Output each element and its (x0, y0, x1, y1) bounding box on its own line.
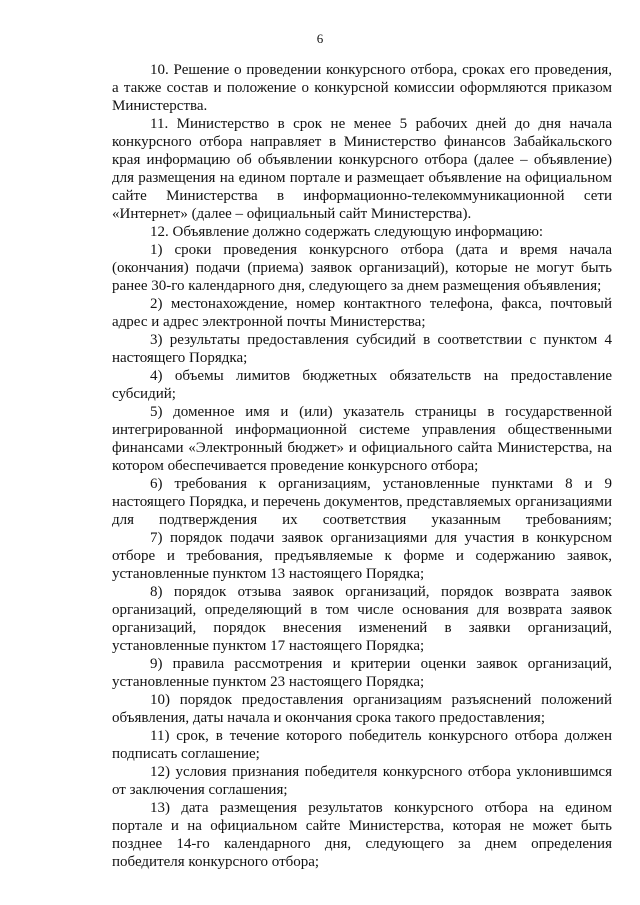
list-item-10: 10) порядок предоставления организациям разъяснений положений объявления, даты начала и окончания срока такого предоставления; (112, 692, 612, 726)
list-item-7: 7) порядок подачи заявок организациями для участия в конкурсном отборе и требования, предъявляемые к форме и содержанию заявок, установленные пунктом 13 настоящего Порядка; (112, 530, 612, 582)
list-item-6: 6) требования к организациям, установленные пунктами 8 и 9 настоящего Порядка, и перечень документов, представляемых организациями для подтверждения их соответствия указанным требованиям; (112, 476, 612, 528)
list-item-5: 5) доменное имя и (или) указатель страницы в государственной интегрированной информационной системе управления общественными финансами «Электронный бюджет» и официального сайта Министерства, на котором обеспечивается проведение конкурсного отбора; (112, 404, 612, 474)
list-item-11: 11) срок, в течение которого победитель конкурсного отбора должен подписать соглашение; (112, 728, 612, 762)
list-item-9: 9) правила рассмотрения и критерии оценки заявок организаций, установленные пунктом 23 настоящего Порядка; (112, 656, 612, 690)
list-item-13: 13) дата размещения результатов конкурсного отбора на едином портале и на официальном сайте Министерства, которая не может быть позднее 14-го календарного дня, следующего за днем определения победителя конкурсного отбора; (112, 800, 612, 870)
list-item-1: 1) сроки проведения конкурсного отбора (дата и время начала (окончания) подачи (приема) заявок организаций), которые не могут быть ранее 30-го календарного дня, следующего за днем размещения объявления; (112, 242, 612, 294)
list-item-12: 12) условия признания победителя конкурсного отбора уклонившимся от заключения соглашения; (112, 764, 612, 798)
list-item-3: 3) результаты предоставления субсидий в соответствии с пунктом 4 настоящего Порядка; (112, 332, 612, 366)
list-item-8: 8) порядок отзыва заявок организаций, порядок возврата заявок организаций, определяющий в том числе основания для возврата заявок организаций, порядок внесения изменений в заявки организаций, установленные пунктом 17 настоящего Порядка; (112, 584, 612, 654)
paragraph-12: 12. Объявление должно содержать следующую информацию: (150, 224, 544, 240)
paragraph-10: 10. Решение о проведении конкурсного отбора, сроках его проведения, а также состав и положение о конкурсной комиссии оформляются приказом Министерства. (112, 62, 612, 114)
list-item-4: 4) объемы лимитов бюджетных обязательств на предоставление субсидий; (112, 368, 612, 402)
list-item-2: 2) местонахождение, номер контактного телефона, факса, почтовый адрес и адрес электронной почты Министерства; (112, 296, 612, 330)
paragraph-11: 11. Министерство в срок не менее 5 рабочих дней до дня начала конкурсного отбора направляет в Министерство финансов Забайкальского края информацию об объявлении конкурсного отбора (далее – объявление) для размещения на едином портале и размещает объявление на официальном сайте Министерства в информационно-телекоммуникационной сети «Интернет» (далее – официальный сайт Министерства). (112, 116, 612, 222)
page-number: 6 (316, 31, 324, 46)
document-body (112, 61, 612, 871)
